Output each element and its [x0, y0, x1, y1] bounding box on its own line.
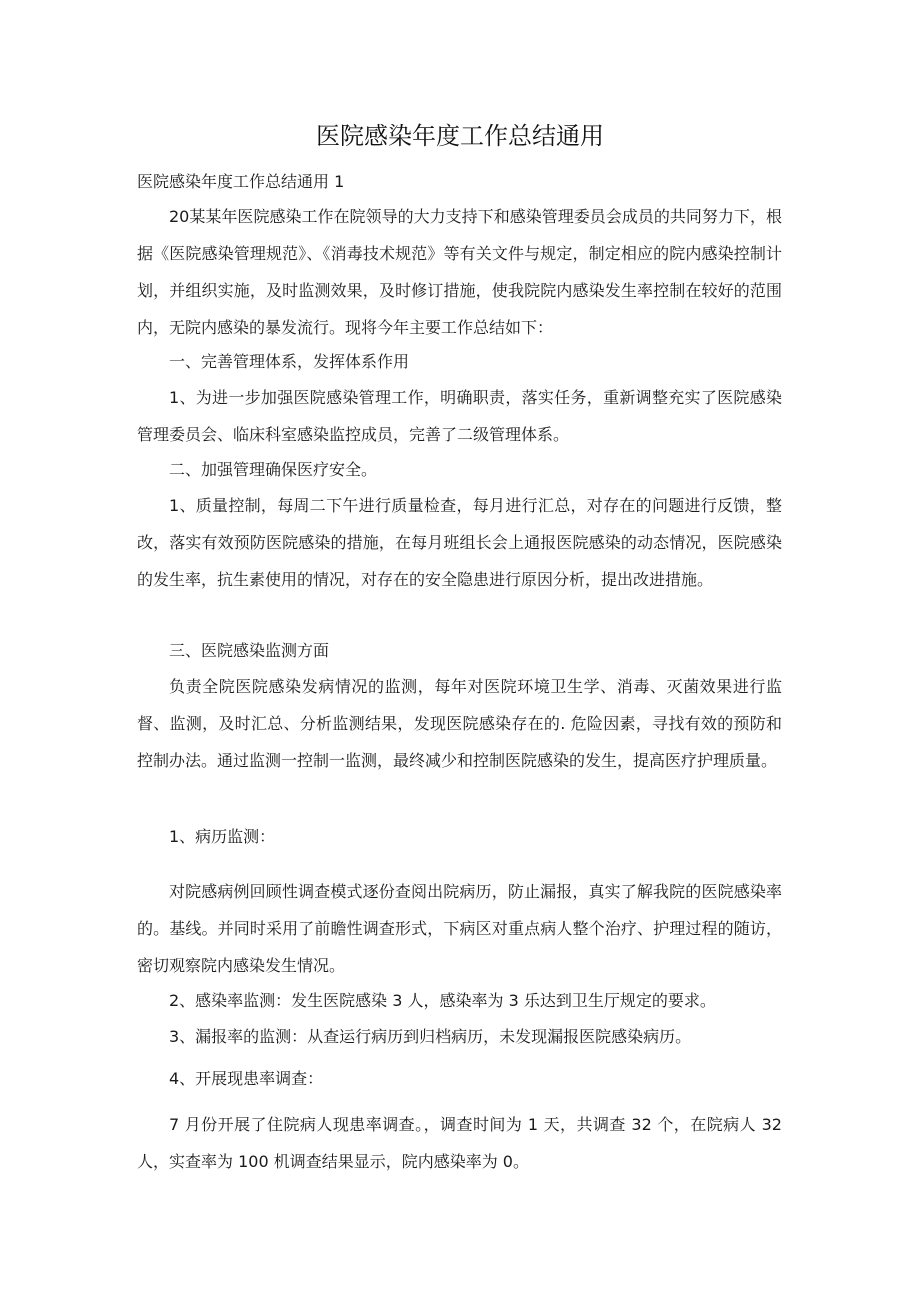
paragraph-1-1: 1、为进一步加强医院感染管理工作，明确职责，落实任务，重新调整充实了医院感染管理委员会、临床科室感染监控成员，完善了二级管理体系。	[137, 388, 782, 444]
paragraph-prevalence: 7 月份开展了住院病人现患率调查。，调查时间为 1 天，共调查 32 个，在院病人 32 人，实查率为 100 机调查结果显示，院内感染率为 0。	[137, 1115, 782, 1171]
section-heading-2: 二、加强管理确保医疗安全。	[169, 460, 378, 479]
paragraph-3-intro: 负责全院医院感染发病情况的监测，每年对医院环境卫生学、消毒、灭菌效果进行监督、监测，及时汇总、分析监测结果，发现医院感染存在的. 危险因素，寻找有效的预防和控制办法。通过监测一控制一监测，最终减少和控制医院感染的发生，提高医疗护理质量。	[137, 677, 782, 770]
section-heading-3: 三、医院感染监测方面	[169, 641, 330, 660]
item-infection-rate: 2、感染率监测：发生医院感染 3 人，感染率为 3 乐达到卫生厅规定的要求。	[169, 991, 716, 1010]
paragraph-medical-records: 对院感病例回顾性调查模式逐份查阅出院病历，防止漏报，真实了解我院的医院感染率的。基线。并同时采用了前瞻性调查形式，下病区对重点病人整个治疗、护理过程的随访，密切观察院内感染发生情况。	[137, 882, 782, 975]
paragraph-2-1: 1、质量控制，每周二下午进行质量检查，每月进行汇总，对存在的问题进行反馈，整改，落实有效预防医院感染的措施，在每月班组长会上通报医院感染的动态情况，医院感染的发生率，抗生素使用的情况，对存在的安全隐患进行原因分析，提出改进措施。	[137, 496, 782, 589]
item-heading-prevalence: 4、开展现患率调查：	[169, 1069, 324, 1088]
intro-paragraph: 20某某年医院感染工作在院领导的大力支持下和感染管理委员会成员的共同努力下，根据《医院感染管理规范》、《消毒技术规范》等有关文件与规定，制定相应的院内感染控制计划，并组织实施，及时监测效果，及时修订措施，使我院院内感染发生率控制在较好的范围内，无院内感染的暴发流行。现将今年主要工作总结如下：	[137, 207, 782, 337]
document-subtitle: 医院感染年度工作总结通用 1	[137, 172, 345, 191]
document-title: 医院感染年度工作总结通用	[316, 122, 604, 150]
section-heading-1: 一、完善管理体系，发挥体系作用	[169, 352, 410, 371]
item-missed-report-rate: 3、漏报率的监测：从查运行病历到归档病历，未发现漏报医院感染病历。	[169, 1027, 692, 1046]
item-heading-medical-records: 1、病历监测：	[169, 827, 276, 846]
